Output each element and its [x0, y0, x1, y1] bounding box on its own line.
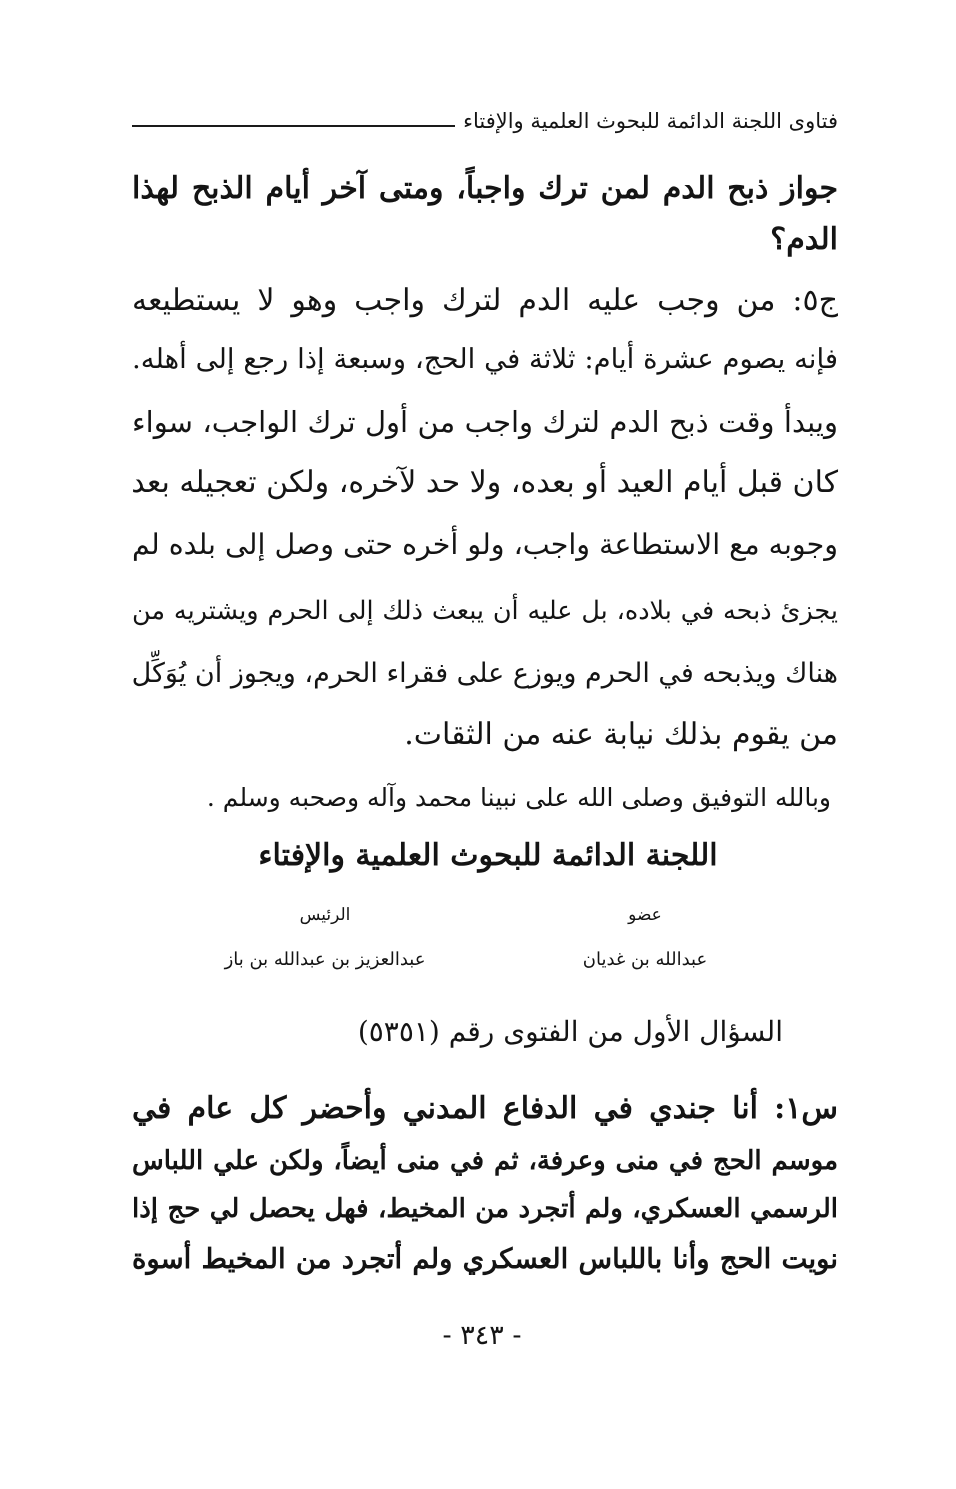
- page-number: - ٣٤٣ -: [442, 1320, 522, 1351]
- signatory-name: عبدالله بن غديان: [582, 949, 708, 970]
- signatory-name: عبدالعزيز بن عبدالله بن باز: [224, 949, 426, 970]
- answer-line: وجوبه مع الاستطاعة واجب، ولو أخره حتى وصل إلى بلده لم: [132, 528, 838, 561]
- next-fatwa-heading: السؤال الأول من الفتوى رقم (٥٣٥١): [357, 1015, 783, 1048]
- answer-line: ويبدأ وقت ذبح الدم لترك واجب من أول ترك الواجب، سواء: [132, 405, 838, 439]
- signatory-role: عضو: [628, 905, 662, 925]
- header-rule: [132, 125, 455, 127]
- next-question-line: الرسمي العسكري، ولم أتجرد من المخيط، فهل يحصل لي حج إذا: [132, 1194, 839, 1224]
- question-line: الدم؟: [770, 222, 838, 257]
- next-question-line: س١: أنا جندي في الدفاع المدني وأحضر كل عام في: [132, 1091, 838, 1126]
- signatory-chairman: [175, 902, 475, 974]
- answer-line: فإنه يصوم عشرة أيام: ثلاثة في الحج، وسبعة إذا رجع إلى أهله.: [132, 343, 838, 375]
- answer-line: ج٥: من وجب عليه الدم لترك واجب وهو لا يستطيعه: [132, 283, 838, 318]
- answer-line: يجزئ ذبحه في بلاده، بل عليه أن يبعث ذلك إلى الحرم ويشتريه من: [132, 596, 838, 626]
- question-line: جواز ذبح الدم لمن ترك واجباً، ومتى آخر أيام الذبح لهذا: [132, 171, 838, 206]
- closing-prayer: وبالله التوفيق وصلى الله على نبينا محمد وآله وصحبه وسلم .: [206, 783, 831, 812]
- next-question-line: نويت الحج وأنا باللباس العسكري ولم أتجرد من المخيط أسوة: [132, 1243, 838, 1275]
- answer-line: من يقوم بذلك نيابة عنه من الثقات.: [404, 717, 838, 752]
- signatory-member: [495, 902, 795, 974]
- next-question-line: موسم الحج في منى وعرفة، ثم في منى أيضاً، ولكن علي اللباس: [132, 1146, 838, 1176]
- answer-line: كان قبل أيام العيد أو بعده، ولا حد لآخره، ولكن تعجيله بعد: [131, 465, 838, 500]
- running-header: [132, 104, 838, 138]
- answer-line: هناك ويذبحه في الحرم ويوزع على فقراء الحرم، ويجوز أن يُوَكِّل: [131, 658, 838, 689]
- committee-title: اللجنة الدائمة للبحوث العلمية والإفتاء: [258, 838, 718, 873]
- running-header-title: فتاوى اللجنة الدائمة للبحوث العلمية والإفتاء: [463, 109, 838, 133]
- signatory-role: الرئيس: [299, 905, 351, 925]
